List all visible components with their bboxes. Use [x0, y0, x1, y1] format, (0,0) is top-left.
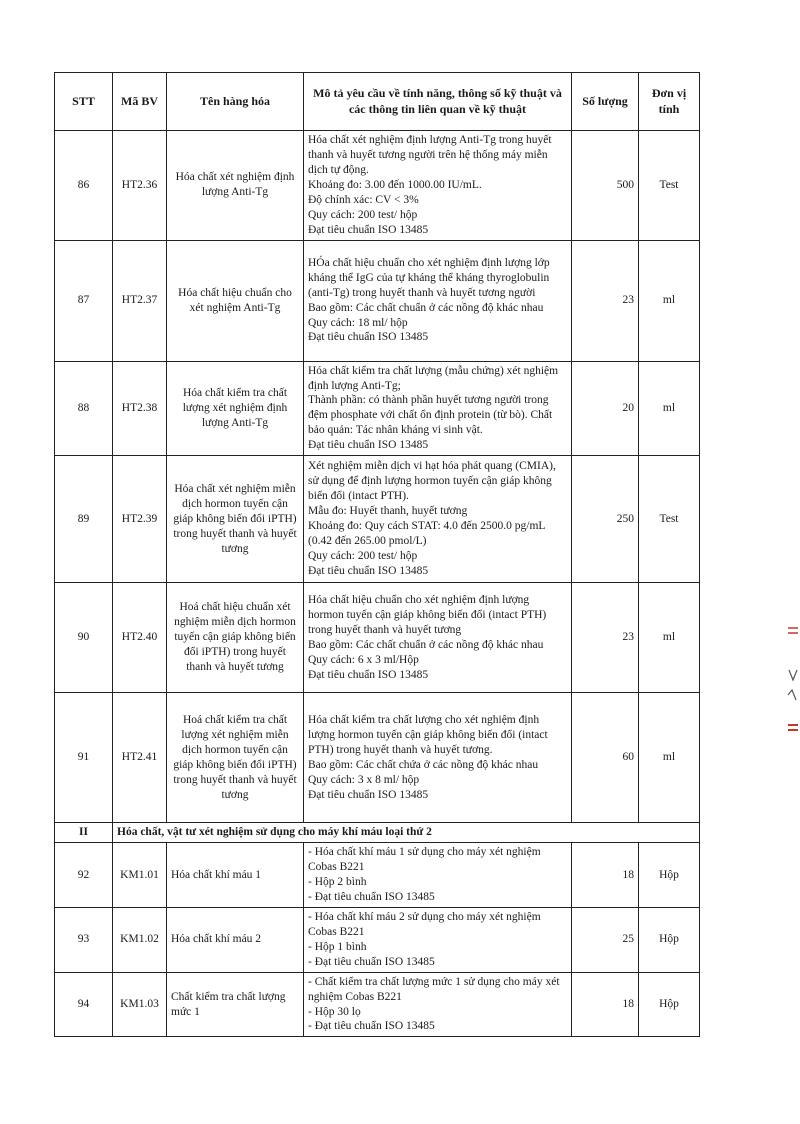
- cell-stt: 87: [55, 240, 113, 361]
- cell-so-luong: 18: [572, 972, 639, 1037]
- cell-so-luong: 20: [572, 361, 639, 456]
- cell-so-luong: 60: [572, 693, 639, 823]
- cell-mo-ta: Hóa chất xét nghiệm định lượng Anti-Tg trong huyết thanh và huyết tương người trên hệ thống máy miễn dịch tự động. Khoảng đo: 3.00 đến 1000.00 IU/mL. Độ chính xác: CV < 3% Quy cách: 200 test/ hộp Đạt tiêu chuẩn ISO 13485: [304, 131, 572, 241]
- header-ten-hang-hoa: Tên hàng hóa: [167, 73, 304, 131]
- section-stt: II: [55, 823, 113, 843]
- cell-stt: 94: [55, 972, 113, 1037]
- cell-ten: Hóa chất kiểm tra chất lượng xét nghiệm định lượng Anti-Tg: [167, 361, 304, 456]
- cell-so-luong: 23: [572, 240, 639, 361]
- cell-don-vi: ml: [639, 583, 700, 693]
- cell-so-luong: 500: [572, 131, 639, 241]
- cell-ten: Hóa chất xét nghiệm định lượng Anti-Tg: [167, 131, 304, 241]
- table-row: [55, 972, 700, 1037]
- cell-ma: HT2.37: [113, 240, 167, 361]
- cell-ma: HT2.36: [113, 131, 167, 241]
- table-row: [55, 907, 700, 972]
- cell-don-vi: ml: [639, 361, 700, 456]
- table-row: [55, 131, 700, 241]
- cell-don-vi: Hộp: [639, 972, 700, 1037]
- cell-stt: 90: [55, 583, 113, 693]
- cell-stt: 86: [55, 131, 113, 241]
- cell-don-vi: Test: [639, 131, 700, 241]
- cell-stt: 91: [55, 693, 113, 823]
- cell-mo-ta: Hóa chất kiểm tra chất lượng cho xét nghiệm định lượng hormon tuyến cận giáp không biến đổi (intact PTH) trong huyết thanh và huyết tương. Bao gồm: Các chất chứa ở các nồng độ khác nhau Quy cách: 3 x 8 ml/ hộp Đạt tiêu chuẩn ISO 13485: [304, 693, 572, 823]
- cell-ma: KM1.02: [113, 907, 167, 972]
- cell-stt: 92: [55, 843, 113, 908]
- cell-ma: HT2.38: [113, 361, 167, 456]
- cell-mo-ta: Xét nghiệm miễn dịch vi hạt hóa phát quang (CMIA), sử dụng để định lượng hormon tuyến cận giáp không biến đổi (intact PTH). Mẫu đo: Huyết thanh, huyết tương Khoảng đo: Quy cách STAT: 4.0 đến 2500.0 pg/mL (0.42 đến 265.00 pmol/L) Quy cách: 200 test/ hộp Đạt tiêu chuẩn ISO 13485: [304, 456, 572, 583]
- cell-don-vi: Test: [639, 456, 700, 583]
- cell-ten: Hóa chất hiệu chuẩn cho xét nghiệm Anti-Tg: [167, 240, 304, 361]
- cell-mo-ta: - Hóa chất khí máu 2 sử dụng cho máy xét nghiệm Cobas B221 - Hộp 1 bình - Đạt tiêu chuẩn ISO 13485: [304, 907, 572, 972]
- cell-mo-ta: Hóa chất kiểm tra chất lượng (mẫu chứng) xét nghiệm định lượng Anti-Tg; Thành phần: có thành phần huyết tương người trong đệm phosphate với chất ổn định protein (từ bò). Chất bảo quản: Tác nhân kháng vi sinh vật. Đạt tiêu chuẩn ISO 13485: [304, 361, 572, 456]
- cell-ten: Hoá chất kiểm tra chất lượng xét nghiệm miễn dịch hormon tuyến cận giáp không biến đổi iPTH) trong huyết thanh và huyết tương: [167, 693, 304, 823]
- cell-so-luong: 25: [572, 907, 639, 972]
- cell-ma: KM1.03: [113, 972, 167, 1037]
- cell-stt: 88: [55, 361, 113, 456]
- cell-mo-ta: - Chất kiểm tra chất lượng mức 1 sử dụng cho máy xét nghiệm Cobas B221 - Hộp 30 lọ - Đạt tiêu chuẩn ISO 13485: [304, 972, 572, 1037]
- cell-stt: 93: [55, 907, 113, 972]
- cell-ten: Hóa chất khí máu 1: [167, 843, 304, 908]
- table-row: [55, 456, 700, 583]
- cell-ma: HT2.41: [113, 693, 167, 823]
- header-mo-ta: Mô tả yêu cầu về tính năng, thông số kỹ thuật và các thông tin liên quan về kỹ thuật: [304, 73, 572, 131]
- cell-don-vi: Hộp: [639, 907, 700, 972]
- cell-stt: 89: [55, 456, 113, 583]
- cell-so-luong: 250: [572, 456, 639, 583]
- table-row: [55, 361, 700, 456]
- procurement-table: [54, 72, 700, 1037]
- table-row: [55, 843, 700, 908]
- cell-ten: Chất kiểm tra chất lượng mức 1: [167, 972, 304, 1037]
- header-don-vi: Đơn vị tính: [639, 73, 700, 131]
- table-row: [55, 240, 700, 361]
- cell-ma: HT2.39: [113, 456, 167, 583]
- cell-don-vi: ml: [639, 240, 700, 361]
- header-row: [55, 73, 700, 131]
- cell-don-vi: ml: [639, 693, 700, 823]
- table-row: [55, 583, 700, 693]
- cell-ma: KM1.01: [113, 843, 167, 908]
- cell-mo-ta: - Hóa chất khí máu 1 sử dụng cho máy xét nghiệm Cobas B221 - Hộp 2 bình - Đạt tiêu chuẩn ISO 13485: [304, 843, 572, 908]
- table-row: [55, 693, 700, 823]
- cell-mo-ta: Hóa chất hiệu chuẩn cho xét nghiệm định lượng hormon tuyến cận giáp không biến đổi (intact PTH) trong huyết thanh và huyết tương Bao gồm: Các chất chuẩn ở các nồng độ khác nhau Quy cách: 6 x 3 ml/Hộp Đạt tiêu chuẩn ISO 13485: [304, 583, 572, 693]
- cell-don-vi: Hộp: [639, 843, 700, 908]
- cell-so-luong: 23: [572, 583, 639, 693]
- cell-ten: Hóa chất khí máu 2: [167, 907, 304, 972]
- stamp-fragment-icon: [784, 620, 800, 740]
- header-ma-bv: Mã BV: [113, 73, 167, 131]
- cell-ma: HT2.40: [113, 583, 167, 693]
- header-stt: STT: [55, 73, 113, 131]
- section-row: [55, 823, 700, 843]
- cell-ten: Hoá chất hiệu chuẩn xét nghiệm miễn dịch hormon tuyến cận giáp không biến đổi iPTH) trong huyết thanh và huyết tương: [167, 583, 304, 693]
- section-title: Hóa chất, vật tư xét nghiệm sử dụng cho máy khí máu loại thứ 2: [113, 823, 700, 843]
- cell-so-luong: 18: [572, 843, 639, 908]
- margin-stamp-marks: [784, 620, 800, 745]
- cell-mo-ta: HÓa chất hiệu chuẩn cho xét nghiệm định lượng lớp kháng thể IgG của tự kháng thể kháng thyroglobulin (anti-Tg) trong huyết thanh và huyết tương người Bao gồm: Các chất chuẩn ở các nồng độ khác nhau Quy cách: 18 ml/ hộp Đạt tiêu chuẩn ISO 13485: [304, 240, 572, 361]
- cell-ten: Hóa chất xét nghiệm miễn dịch hormon tuyến cận giáp không biến đổi iPTH) trong huyết thanh và huyết tương: [167, 456, 304, 583]
- header-so-luong: Số lượng: [572, 73, 639, 131]
